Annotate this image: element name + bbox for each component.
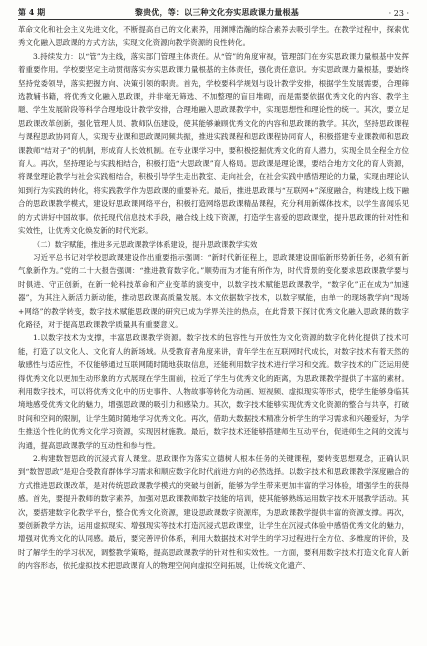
paragraph-digital-resources: 1.以数字技术为支撑，丰富思政课教学资源。数字技术的包容性与开放性为文化资源的数字化转化提供了技术可能，打造了以文化人、文化育人的新场域。从受教育者角度来讲，青年学生在互联网时代成长，对数字技术有着天然的敏感性与适应性，不仅能够通过互联网随时随地获取信息，还能利用数字技术进行学习和交流。数字技术的广泛运用使得优秀文化以更加生动形象的方式展现在学生面前，拉近了学生与优秀文化的距离，为思政课教学提供了丰富的素材。利用数字技术，可以将优秀文化中的历史事件、人物故事等转化为动画、短视频、虚拟现实等形式，使学生能够身临其境地感受优秀文化的魅力，增强思政课的吸引力和感染力。其次，数字技术能够实现优秀文化资源的整合与共享，打破时间和空间的限制，让学生随时随地学习优秀文化。再次，借助大数据技术精准分析学生的学习需求和兴趣爱好，为学生推送个性化的优秀文化学习资源，实现因材施教。最后，数字技术还能够搭建师生互动平台，促进师生之间的交流与沟通，提高思政课教学的互动性和参与性。 — [18, 333, 409, 450]
paragraph-continued: 革命文化和社会主义先进文化，不断提高自己的文化素养，用渊博浩瀚的综合素养去吸引学生。在教学过程中，探索优秀文化融入思政课的方式方法，实现文化资源向教学资源的良性转化。 — [18, 25, 409, 48]
page-number: · 23 · — [388, 9, 409, 18]
article-body — [18, 23, 409, 573]
paragraph-management: 3.持续发力：以“管”为主线，落实部门管理主体责任。从“管”的角度审视，管理部门在夯实思政课力量根基中发挥着重要作用。学校要坚定主动贯彻落实夯实思政课力量根基的主体责任，强化责任意识。夯实思政课力量根基，要始终坚持党委领导，落实把握方向、决策引领的职责。首先，学校要科学规划与设计教学安排，根据学生发展需要，合理筛选教辅书籍，将优秀文化融入思政课，并非毫无筛选、不加整理的盲目堆砌，而是需要依据优秀文化的内容、教学主题、学生发展阶段等科学合理地设计教学安排，合理地融入思政课教学中，实现思想性和理论性的统一。其次，要立足思政课改革创新，强化管理人员、教师队伍建设，使其能够兼顾优秀文化的内容和思政课的教学。其次，坚持思政课程与课程思政协同育人，实现专业课和思政课同频共振，推进实践课程和思政课程协同育人，积极搭建专业课教师和思政课教师“结对子”的机制，形成育人长效机制。在专业课学习中，要积极挖掘优秀文化的育人潜力，实现全员全程全方位育人。再次，坚持理论与实践相结合，积极打造“大思政课”育人格局。思政课是理论课，要结合地方文化的育人资源，将课堂理论教学与社会实践相结合，积极引导学生走出教室、走向社会，在社会实践中感悟理论的力量，实现由理论认知到行为实践的转化，将实践教学作为思政课的重要补充。最后，推进思政课与“互联网+”深度融合，构建线上线下融合的思政课教学模式，建设好思政课网络平台，积极打造网络思政课精品课程，充分利用新媒体技术，以学生喜闻乐见的方式讲好中国故事。依托现代信息技术手段，融合线上线下资源，打造学生喜爱的思政课堂，提升思政课的针对性和实效性，让优秀文化焕发新的时代光彩。 — [18, 51, 409, 236]
running-title: 黎贵优，等：以三种文化夯实思政课力量根基 — [134, 7, 299, 17]
paragraph-digital-intro: 习近平总书记对学校思政课建设作出重要指示强调：“新时代新征程上，思政课建设面临新形势新任务，必须有新气象新作为。”党的二十大报告强调：“推进教育数字化。”顺势而为才能有所作为，时代背景的变化要求思政课教学要与时俱进、守正创新，在新一轮科技革命和产业变革的演变中，以数字技术赋能思政课教学，“数字化”正在成为“加速器”，为其注入新活力新动能，推动思政课高质量发展。本文依据数字技术，以数字赋能，由单一的现场教学向“现场+网络”的教学转变，数字技术赋能思政课的研究已成为学界关注的热点，在此背景下探讨优秀文化融入思政课的数字化路径，对于提高思政课教学质量具有重要意义。 — [18, 252, 409, 329]
issue-number: 第 4 期 — [18, 7, 46, 17]
running-header — [18, 6, 409, 20]
paragraph-immersive-classroom: 2.构建数智思政的沉浸式育人课堂。思政课作为落实立德树人根本任务的关键课程，要转变思想观念，正确认识到“数智思政”是迎合受教育群体学习需求和顺应数字化时代前进方向的必然选择。以数字技术和思政课教学深度融合的方式推进思政课改革，是对传统思政课教学模式的突破与创新，能够为学生带来更加丰富的学习体验，增强学生的获得感。首先，要提升教师的数字素养，加强对思政课教师数字技能的培训，使其能够熟练运用数字技术开展教学活动。其次，要搭建数字化教学平台，整合优秀文化资源，建设思政课数字资源库，为思政课教学提供丰富的资源支撑。再次，要创新教学方法，运用虚拟现实、增强现实等技术打造沉浸式思政课堂，让学生在沉浸式体验中感悟优秀文化的魅力，增强对优秀文化的认同感。最后，要完善评价体系，利用大数据技术对学生的学习过程进行全方位、多维度的评价，及时了解学生的学习状况，调整教学策略，提高思政课教学的针对性和实效性。一方面，要利用数字技术打造文化育人新的内容形态，依托虚拟技术把思政课育人的物理空间向虚拟空间拓展，让传统文化遗产、 — [18, 454, 409, 571]
section-subheading: （二）数字赋能，推进多元思政课教学体系建设，提升思政课教学实效 — [33, 239, 258, 249]
